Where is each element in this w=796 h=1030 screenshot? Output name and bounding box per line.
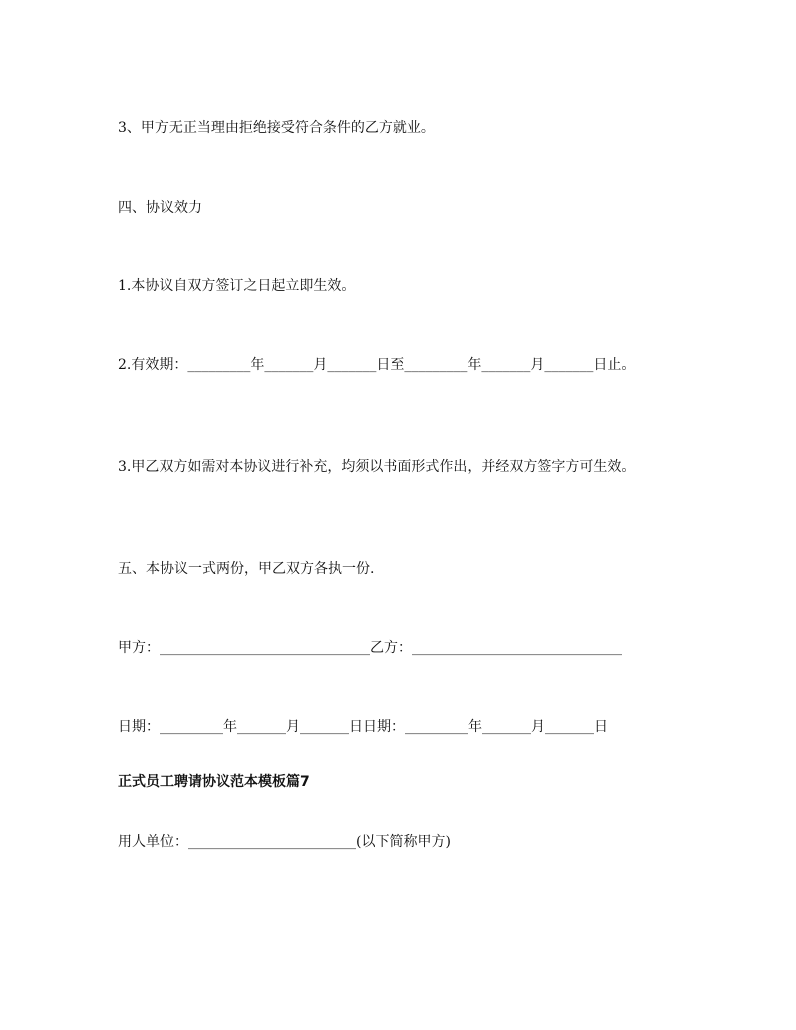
template-section-title: 正式员工聘请协议范本模板篇7 [118,774,310,790]
supplement-clause: 3.甲乙双方如需对本协议进行补充，均须以书面形式作出，并经双方签字方可生效。 [118,459,636,475]
section-4-heading: 四、协议效力 [118,200,202,216]
validity-period-clause: 2.有效期：_________年_______月_______日至_________年_______月_______日止。 [118,357,636,373]
employer-field-line: 用人单位：________________________(以下简称甲方) [118,834,451,850]
clause-3-text: 3、甲方无正当理由拒绝接受符合条件的乙方就业。 [118,120,435,136]
date-signature-line: 日期：_________年_______月_______日日期：_________年_______月_______日 [118,719,608,735]
party-signature-line: 甲方：______________________________乙方：______________________________ [118,640,622,656]
copies-clause: 五、本协议一式两份，甲乙双方各执一份. [118,561,375,577]
effect-clause-1: 1.本协议自双方签订之日起立即生效。 [118,278,356,294]
